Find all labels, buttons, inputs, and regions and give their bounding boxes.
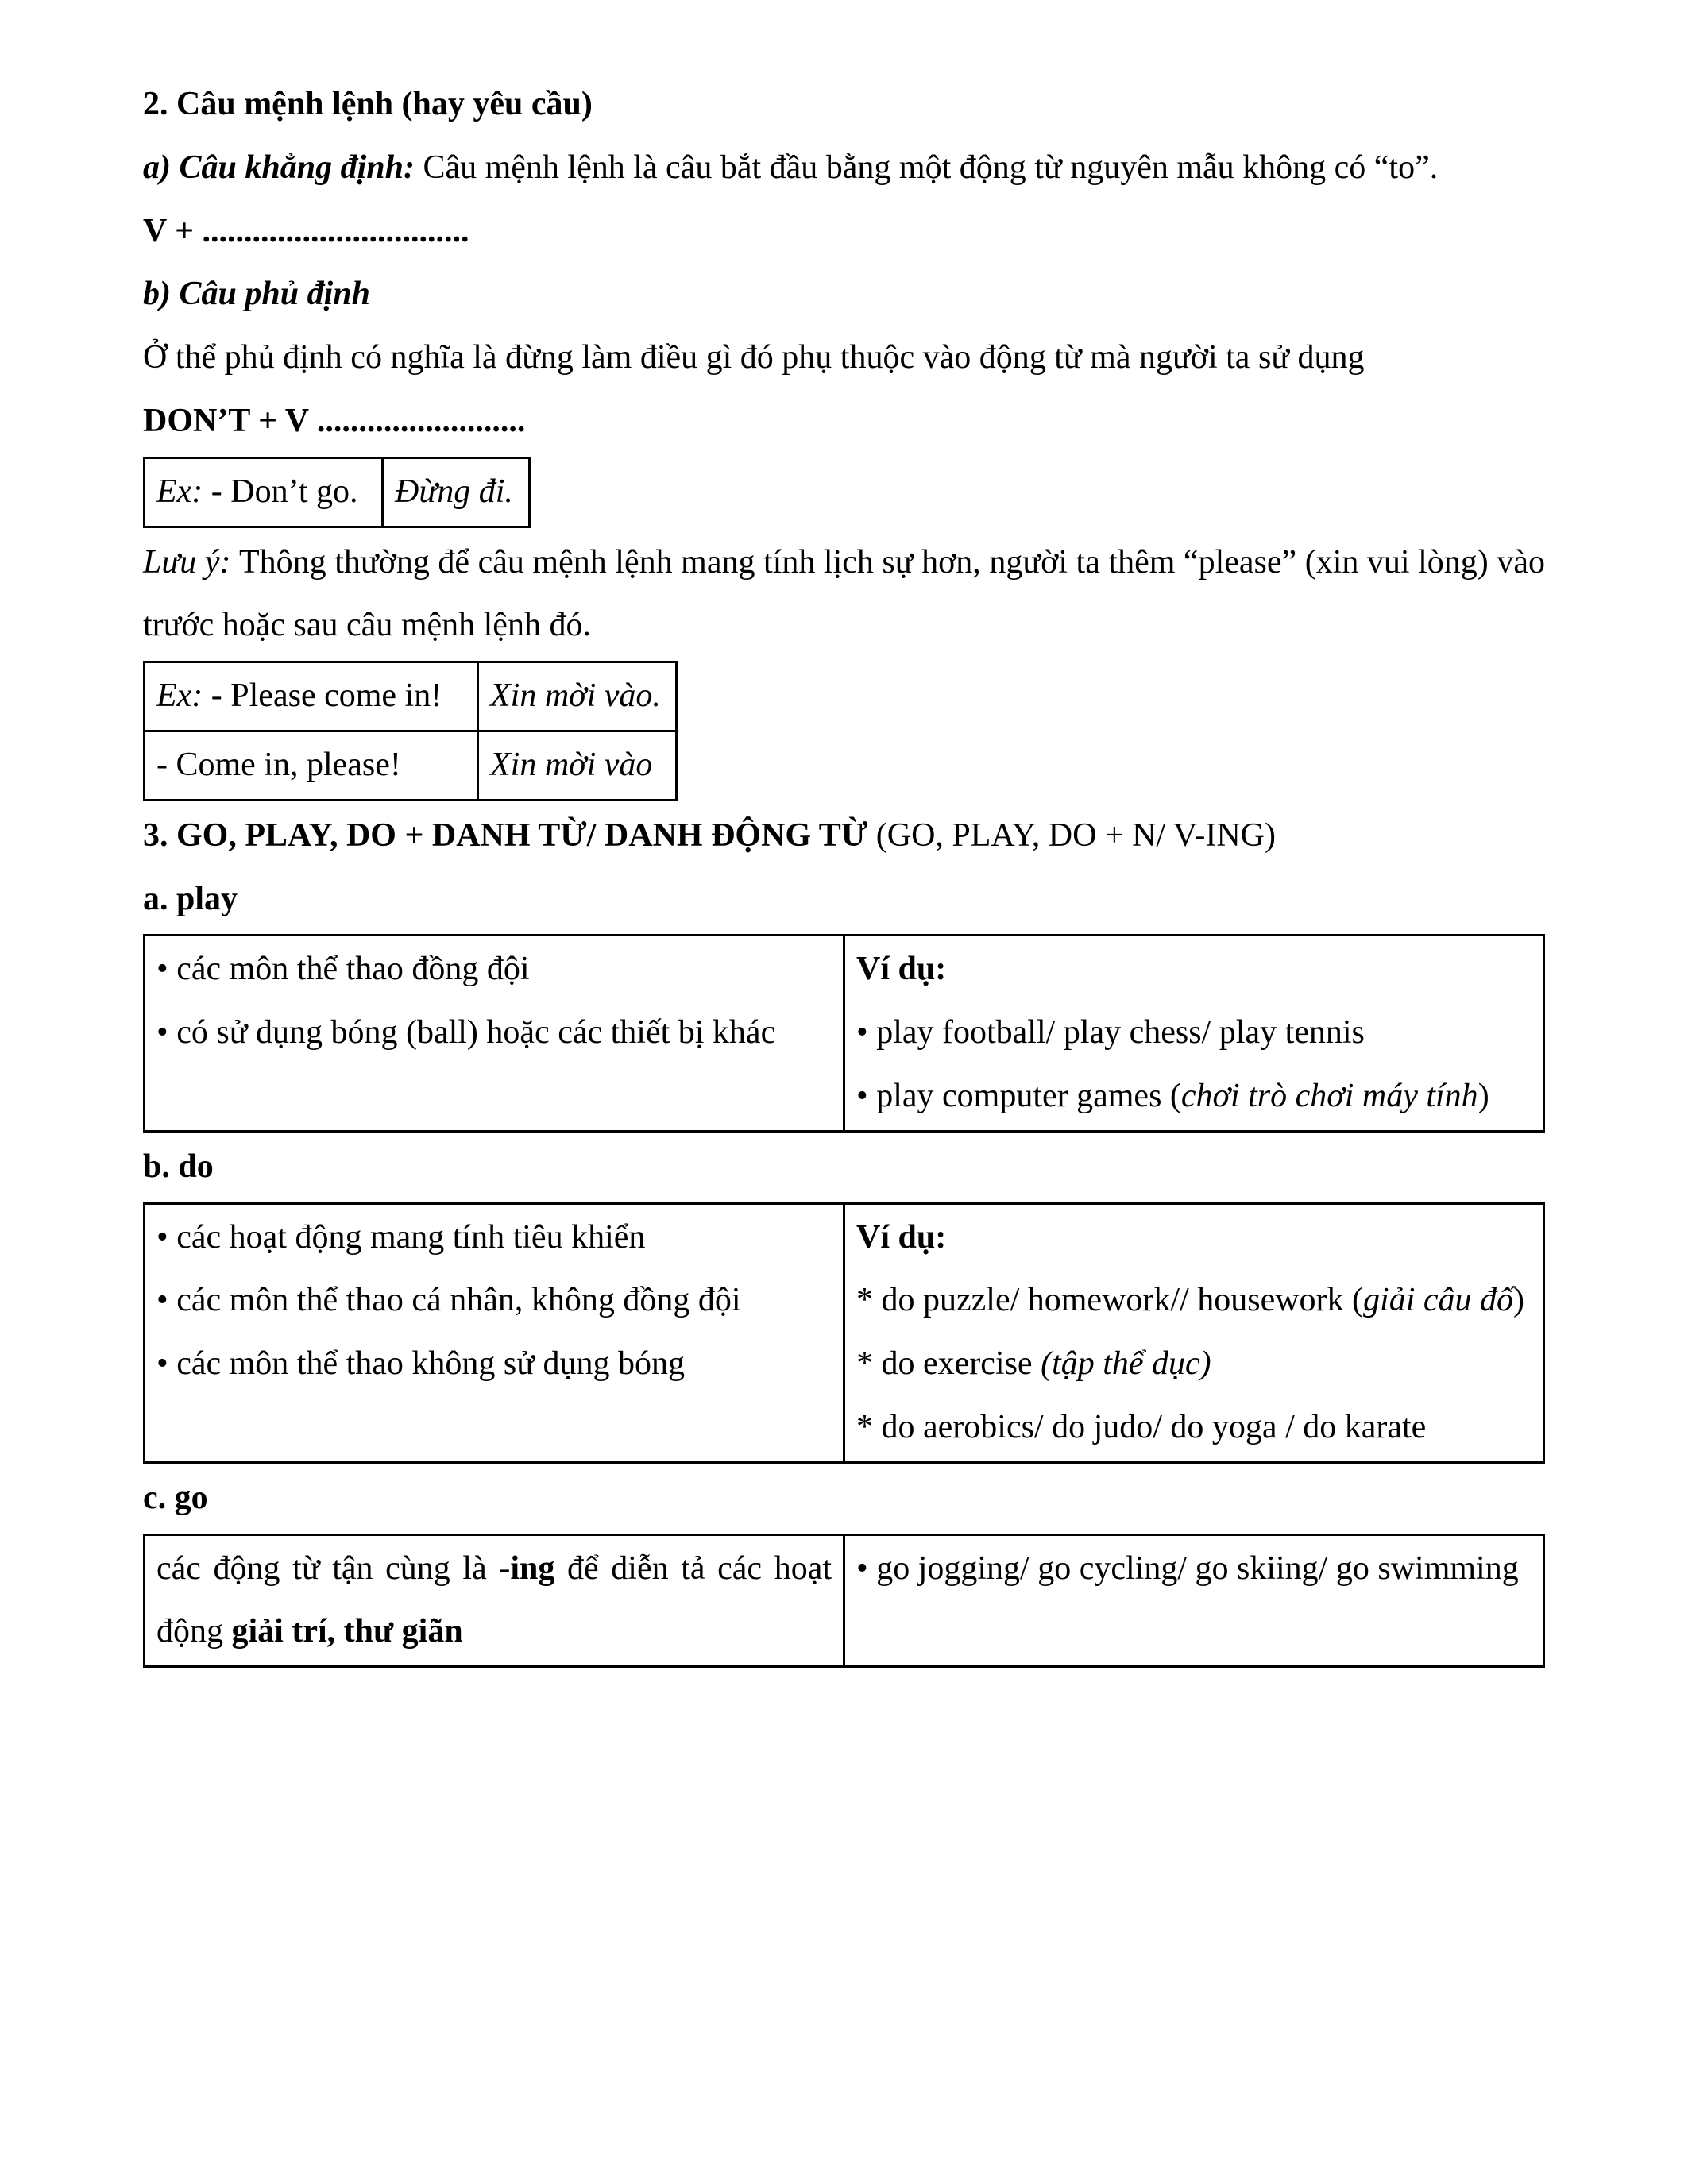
please-english-cell xyxy=(145,662,478,731)
affirmative-paragraph xyxy=(143,137,1545,200)
subheading-do: b. do xyxy=(143,1148,214,1185)
example-item xyxy=(856,1333,1532,1396)
ex-label: Ex: xyxy=(156,473,211,510)
go-table xyxy=(143,1534,1545,1669)
section-3-heading-rest: (GO, PLAY, DO + N/ V-ING) xyxy=(875,816,1276,854)
usage-item xyxy=(156,1538,832,1665)
play-table xyxy=(143,934,1545,1132)
ex-label: Ex: xyxy=(156,677,211,715)
comein-vietnamese-cell xyxy=(478,731,677,800)
table-row xyxy=(145,457,530,527)
usage-mid: để diễn tả các hoạt động xyxy=(156,1549,832,1650)
usage-pre: các động từ tận cùng là xyxy=(156,1549,500,1587)
section-3-heading xyxy=(143,805,1545,868)
please-vietnamese-cell xyxy=(478,662,677,731)
negative-paragraph: Ở thể phủ định có nghĩa là đừng làm điều gì đó phụ thuộc vào động từ mà người ta sử dụng xyxy=(143,339,1365,376)
comein-vietnamese-text: Xin mời vào xyxy=(490,746,653,783)
example-translation: (tập thể dục) xyxy=(1041,1345,1211,1383)
example-pre: * do puzzle/ homework// housework ( xyxy=(856,1282,1364,1319)
example-post: ) xyxy=(1513,1282,1525,1319)
usage-bold-ing: -ing xyxy=(499,1549,555,1587)
v-formula: V + ................................ xyxy=(143,212,469,249)
example-post: ) xyxy=(1477,1077,1489,1114)
table-row xyxy=(145,662,677,731)
usage-bold-relax: giải trí, thư giãn xyxy=(231,1613,463,1650)
usage-item: • các môn thể thao đồng đội xyxy=(156,951,530,988)
example-pre: * do exercise xyxy=(856,1345,1041,1383)
negative-heading: b) Câu phủ định xyxy=(143,276,370,313)
affirmative-text: Câu mệnh lệnh là câu bắt đầu bằng một động từ nguyên mẫu không có “to”. xyxy=(423,149,1439,186)
subheading-go: c. go xyxy=(143,1479,208,1516)
usage-item: • các hoạt động mang tính tiêu khiển xyxy=(156,1218,646,1256)
example-item: * do aerobics/ do judo/ do yoga / do karate xyxy=(856,1408,1427,1445)
example-item xyxy=(856,1065,1532,1129)
dont-formula: DON’T + V ......................... xyxy=(143,402,526,439)
comein-english-text: - Come in, please! xyxy=(156,746,401,783)
do-examples-cell xyxy=(844,1203,1544,1462)
please-english-text xyxy=(156,665,465,728)
do-usage-cell xyxy=(145,1203,844,1462)
table-row xyxy=(145,1534,1544,1667)
examples-title: Ví dụ: xyxy=(856,951,947,988)
section-3-heading-bold: 3. GO, PLAY, DO + DANH TỪ/ DANH ĐỘNG TỪ xyxy=(143,816,876,854)
examples-title: Ví dụ: xyxy=(856,1218,947,1256)
example-vietnamese-text: Đừng đi. xyxy=(395,473,513,510)
table-row xyxy=(145,1203,1544,1462)
comein-english-cell xyxy=(145,731,478,800)
example-dont-table xyxy=(143,457,531,528)
example-english-cell xyxy=(145,457,383,527)
please-vietnamese-text: Xin mời vào. xyxy=(490,677,661,715)
play-usage-cell xyxy=(145,936,844,1131)
example-item xyxy=(856,1269,1532,1333)
example-item: • go jogging/ go cycling/ go skiing/ go swimming xyxy=(856,1549,1519,1587)
ex-text: - Please come in! xyxy=(211,677,442,715)
note-text: Thông thường để câu mệnh lệnh mang tính lịch sự hơn, người ta thêm “please” (xin vui lòng) vào trước hoặc sau câu mệnh lệnh đó. xyxy=(143,543,1545,644)
example-please-table xyxy=(143,661,678,801)
affirmative-label: a) Câu khẳng định: xyxy=(143,149,423,186)
example-translation: giải câu đố xyxy=(1363,1282,1514,1319)
usage-item: • các môn thể thao cá nhân, không đồng đội xyxy=(156,1282,741,1319)
example-translation: chơi trò chơi máy tính xyxy=(1180,1077,1478,1114)
example-item: • play football/ play chess/ play tennis xyxy=(856,1014,1365,1051)
table-row xyxy=(145,731,677,800)
subheading-play: a. play xyxy=(143,880,238,917)
table-row xyxy=(145,936,1544,1131)
note-label: Lưu ý: xyxy=(143,543,239,581)
section-2-heading: 2. Câu mệnh lệnh (hay yêu cầu) xyxy=(143,86,593,122)
go-usage-cell xyxy=(145,1534,844,1667)
ex-text: - Don’t go. xyxy=(211,473,358,510)
do-table xyxy=(143,1202,1545,1464)
example-vietnamese-cell xyxy=(383,457,530,527)
go-examples-cell xyxy=(844,1534,1544,1667)
note-paragraph xyxy=(143,531,1545,658)
usage-item: • các môn thể thao không sử dụng bóng xyxy=(156,1345,686,1383)
usage-item: • có sử dụng bóng (ball) hoặc các thiết bị khác xyxy=(156,1014,776,1051)
play-examples-cell xyxy=(844,936,1544,1131)
example-pre: • play computer games ( xyxy=(856,1077,1181,1114)
example-english-text xyxy=(156,461,370,524)
